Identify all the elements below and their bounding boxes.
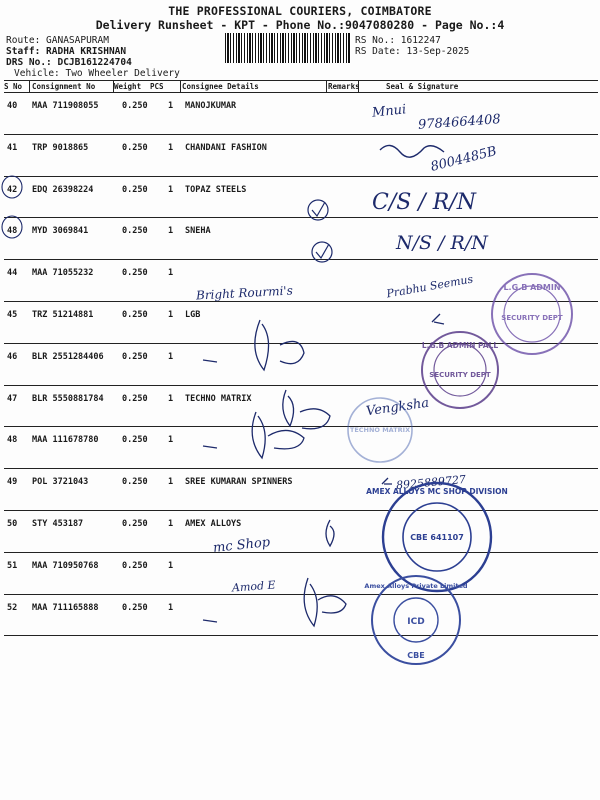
cell-sno: 52 <box>7 602 18 613</box>
table-row <box>4 92 598 134</box>
drs-number: DRS No.: DCJB161224704 <box>6 57 132 68</box>
cell-consignment: MAA 710950768 <box>32 560 99 571</box>
col-weight: Weight <box>114 82 142 91</box>
table-row <box>4 468 598 510</box>
cell-weight: 0.250 <box>122 310 148 320</box>
cell-sno: 40 <box>7 101 18 111</box>
cell-weight: 0.250 <box>122 560 148 571</box>
cell-pcs: 1 <box>168 226 174 237</box>
company-title: THE PROFESSIONAL COURIERS, COIMBATORE <box>168 4 432 18</box>
vehicle-label: Vehicle: Two Wheeler Delivery <box>14 68 180 79</box>
cell-sno: 45 <box>7 310 18 320</box>
stamp-text: AMEX ALLOYS MC SHOP DIVISION <box>366 487 508 496</box>
cell-weight: 0.250 <box>122 351 148 362</box>
cell-pcs: 1 <box>168 142 174 153</box>
handwritten-phone: 9784664408 <box>417 112 502 133</box>
runsheet-subtitle: Delivery Runsheet - KPT - Phone No.:9047080280 - Page No.:4 <box>95 18 505 32</box>
stamp-text: SECURITY DEPT <box>429 371 491 379</box>
table-row <box>4 301 598 343</box>
col-pcs: PCS <box>150 82 164 91</box>
stamp-text: CBE <box>407 651 425 660</box>
runsheet-table <box>4 80 598 716</box>
cell-pcs: 1 <box>168 101 174 111</box>
stamp-text: ICD <box>407 617 425 627</box>
cell-pcs: 1 <box>168 477 174 488</box>
cell-sno: 47 <box>7 393 18 404</box>
route-label: Route: GANASAPURAM <box>6 35 109 46</box>
handwritten-note: N/S / R/N <box>396 232 488 254</box>
header-top-rule <box>4 80 598 81</box>
cell-weight: 0.250 <box>122 101 148 111</box>
cell-pcs: 1 <box>168 560 174 571</box>
table-row <box>4 385 598 427</box>
col-seal: Seal & Signature <box>386 82 459 91</box>
cell-pcs: 1 <box>168 268 174 279</box>
cell-consignment: EDQ 26398224 <box>32 184 94 195</box>
cell-consignee: LGB <box>185 310 201 320</box>
barcode <box>225 33 351 63</box>
cell-pcs: 1 <box>168 351 174 362</box>
cell-consignee: MANOJKUMAR <box>185 101 237 111</box>
cell-sno: 51 <box>7 560 18 571</box>
cell-consignment: TRP 9018865 <box>32 142 89 153</box>
row-rule <box>4 635 598 636</box>
cell-weight: 0.250 <box>122 519 148 529</box>
header-divider <box>326 80 327 92</box>
handwritten-phone: 8925889727 <box>395 472 467 493</box>
cell-consignee: SREE KUMARAN SPINNERS <box>185 477 293 488</box>
stamp-text: CBE 641107 <box>410 533 464 542</box>
table-row <box>4 176 598 218</box>
cell-consignment: BLR 5550881784 <box>32 393 104 404</box>
cell-consignee: TECHNO MATRIX <box>185 393 252 404</box>
cell-pcs: 1 <box>168 184 174 195</box>
cell-pcs: 1 <box>168 519 174 529</box>
stamp-text: TECHNO MATRIX <box>349 426 411 434</box>
handwritten-note: Bright Rourmi's <box>195 283 294 303</box>
cell-pcs: 1 <box>168 393 174 404</box>
stamp-text: SECURITY DEPT <box>501 314 563 322</box>
table-row <box>4 426 598 468</box>
cell-consignment: STY 453187 <box>32 519 84 529</box>
col-consignment: Consignment No <box>32 82 96 91</box>
cell-weight: 0.250 <box>122 142 148 153</box>
cell-weight: 0.250 <box>122 184 148 195</box>
stamp-text: L.G.B ADMIN PALL <box>421 341 499 350</box>
cell-sno: 42 <box>7 184 18 195</box>
rs-number: RS No.: 1612247 <box>355 35 441 46</box>
cell-consignee: SNEHA <box>185 226 211 237</box>
table-row <box>4 217 598 259</box>
cell-sno: 50 <box>7 519 18 529</box>
cell-pcs: 1 <box>168 602 174 613</box>
handwritten-signature: Vengksha <box>365 395 431 420</box>
cell-weight: 0.250 <box>122 268 148 279</box>
cell-consignment: MYD 3069841 <box>32 226 89 237</box>
cell-sno: 48 <box>7 226 18 237</box>
cell-consignment: MAA 71055232 <box>32 268 94 279</box>
cell-pcs: 1 <box>168 310 174 320</box>
cell-pcs: 1 <box>168 435 174 446</box>
col-consignee: Consignee Details <box>182 82 259 91</box>
cell-weight: 0.250 <box>122 435 148 446</box>
cell-consignment: BLR 2551284406 <box>32 351 104 362</box>
stamp-text: Amex Alloys Private Limited <box>364 582 468 590</box>
cell-consignment: POL 3721043 <box>32 477 89 488</box>
header-divider <box>29 80 30 92</box>
cell-weight: 0.250 <box>122 602 148 613</box>
handwritten-phone: 8004485B <box>429 144 499 175</box>
col-sno: S No <box>4 82 23 91</box>
handwritten-name: Mnui <box>371 102 407 121</box>
cell-weight: 0.250 <box>122 393 148 404</box>
table-row <box>4 259 598 301</box>
handwritten-note: C/S / R/N <box>372 190 476 215</box>
cell-weight: 0.250 <box>122 477 148 488</box>
handwritten-note: Prabhu Seemus <box>385 272 475 301</box>
table-row <box>4 343 598 385</box>
cell-consignee: TOPAZ STEELS <box>185 184 247 195</box>
cell-consignment: MAA 711165888 <box>32 602 99 613</box>
staff-label: Staff: RADHA KRISHNAN <box>6 46 127 57</box>
cell-consignment: TRZ 51214881 <box>32 310 94 320</box>
handwritten-note: Amod E <box>231 578 276 595</box>
header-divider <box>180 80 181 92</box>
cell-sno: 49 <box>7 477 18 488</box>
cell-consignee: AMEX ALLOYS <box>185 519 242 529</box>
stamp-text: L.G.B ADMIN <box>503 283 561 292</box>
cell-sno: 44 <box>7 268 18 279</box>
table-row <box>4 134 598 176</box>
table-row <box>4 510 598 552</box>
cell-sno: 46 <box>7 351 18 362</box>
cell-consignee: CHANDANI FASHION <box>185 142 267 153</box>
table-row <box>4 594 598 636</box>
cell-consignment: MAA 111678780 <box>32 435 99 446</box>
handwritten-note: mc Shop <box>212 535 271 556</box>
cell-sno: 48 <box>7 435 18 446</box>
rs-date: RS Date: 13-Sep-2025 <box>355 46 470 57</box>
col-remarks: Remarks <box>328 82 360 91</box>
cell-sno: 41 <box>7 142 18 153</box>
cell-consignment: MAA 711908055 <box>32 101 99 111</box>
table-row <box>4 552 598 594</box>
cell-weight: 0.250 <box>122 226 148 237</box>
